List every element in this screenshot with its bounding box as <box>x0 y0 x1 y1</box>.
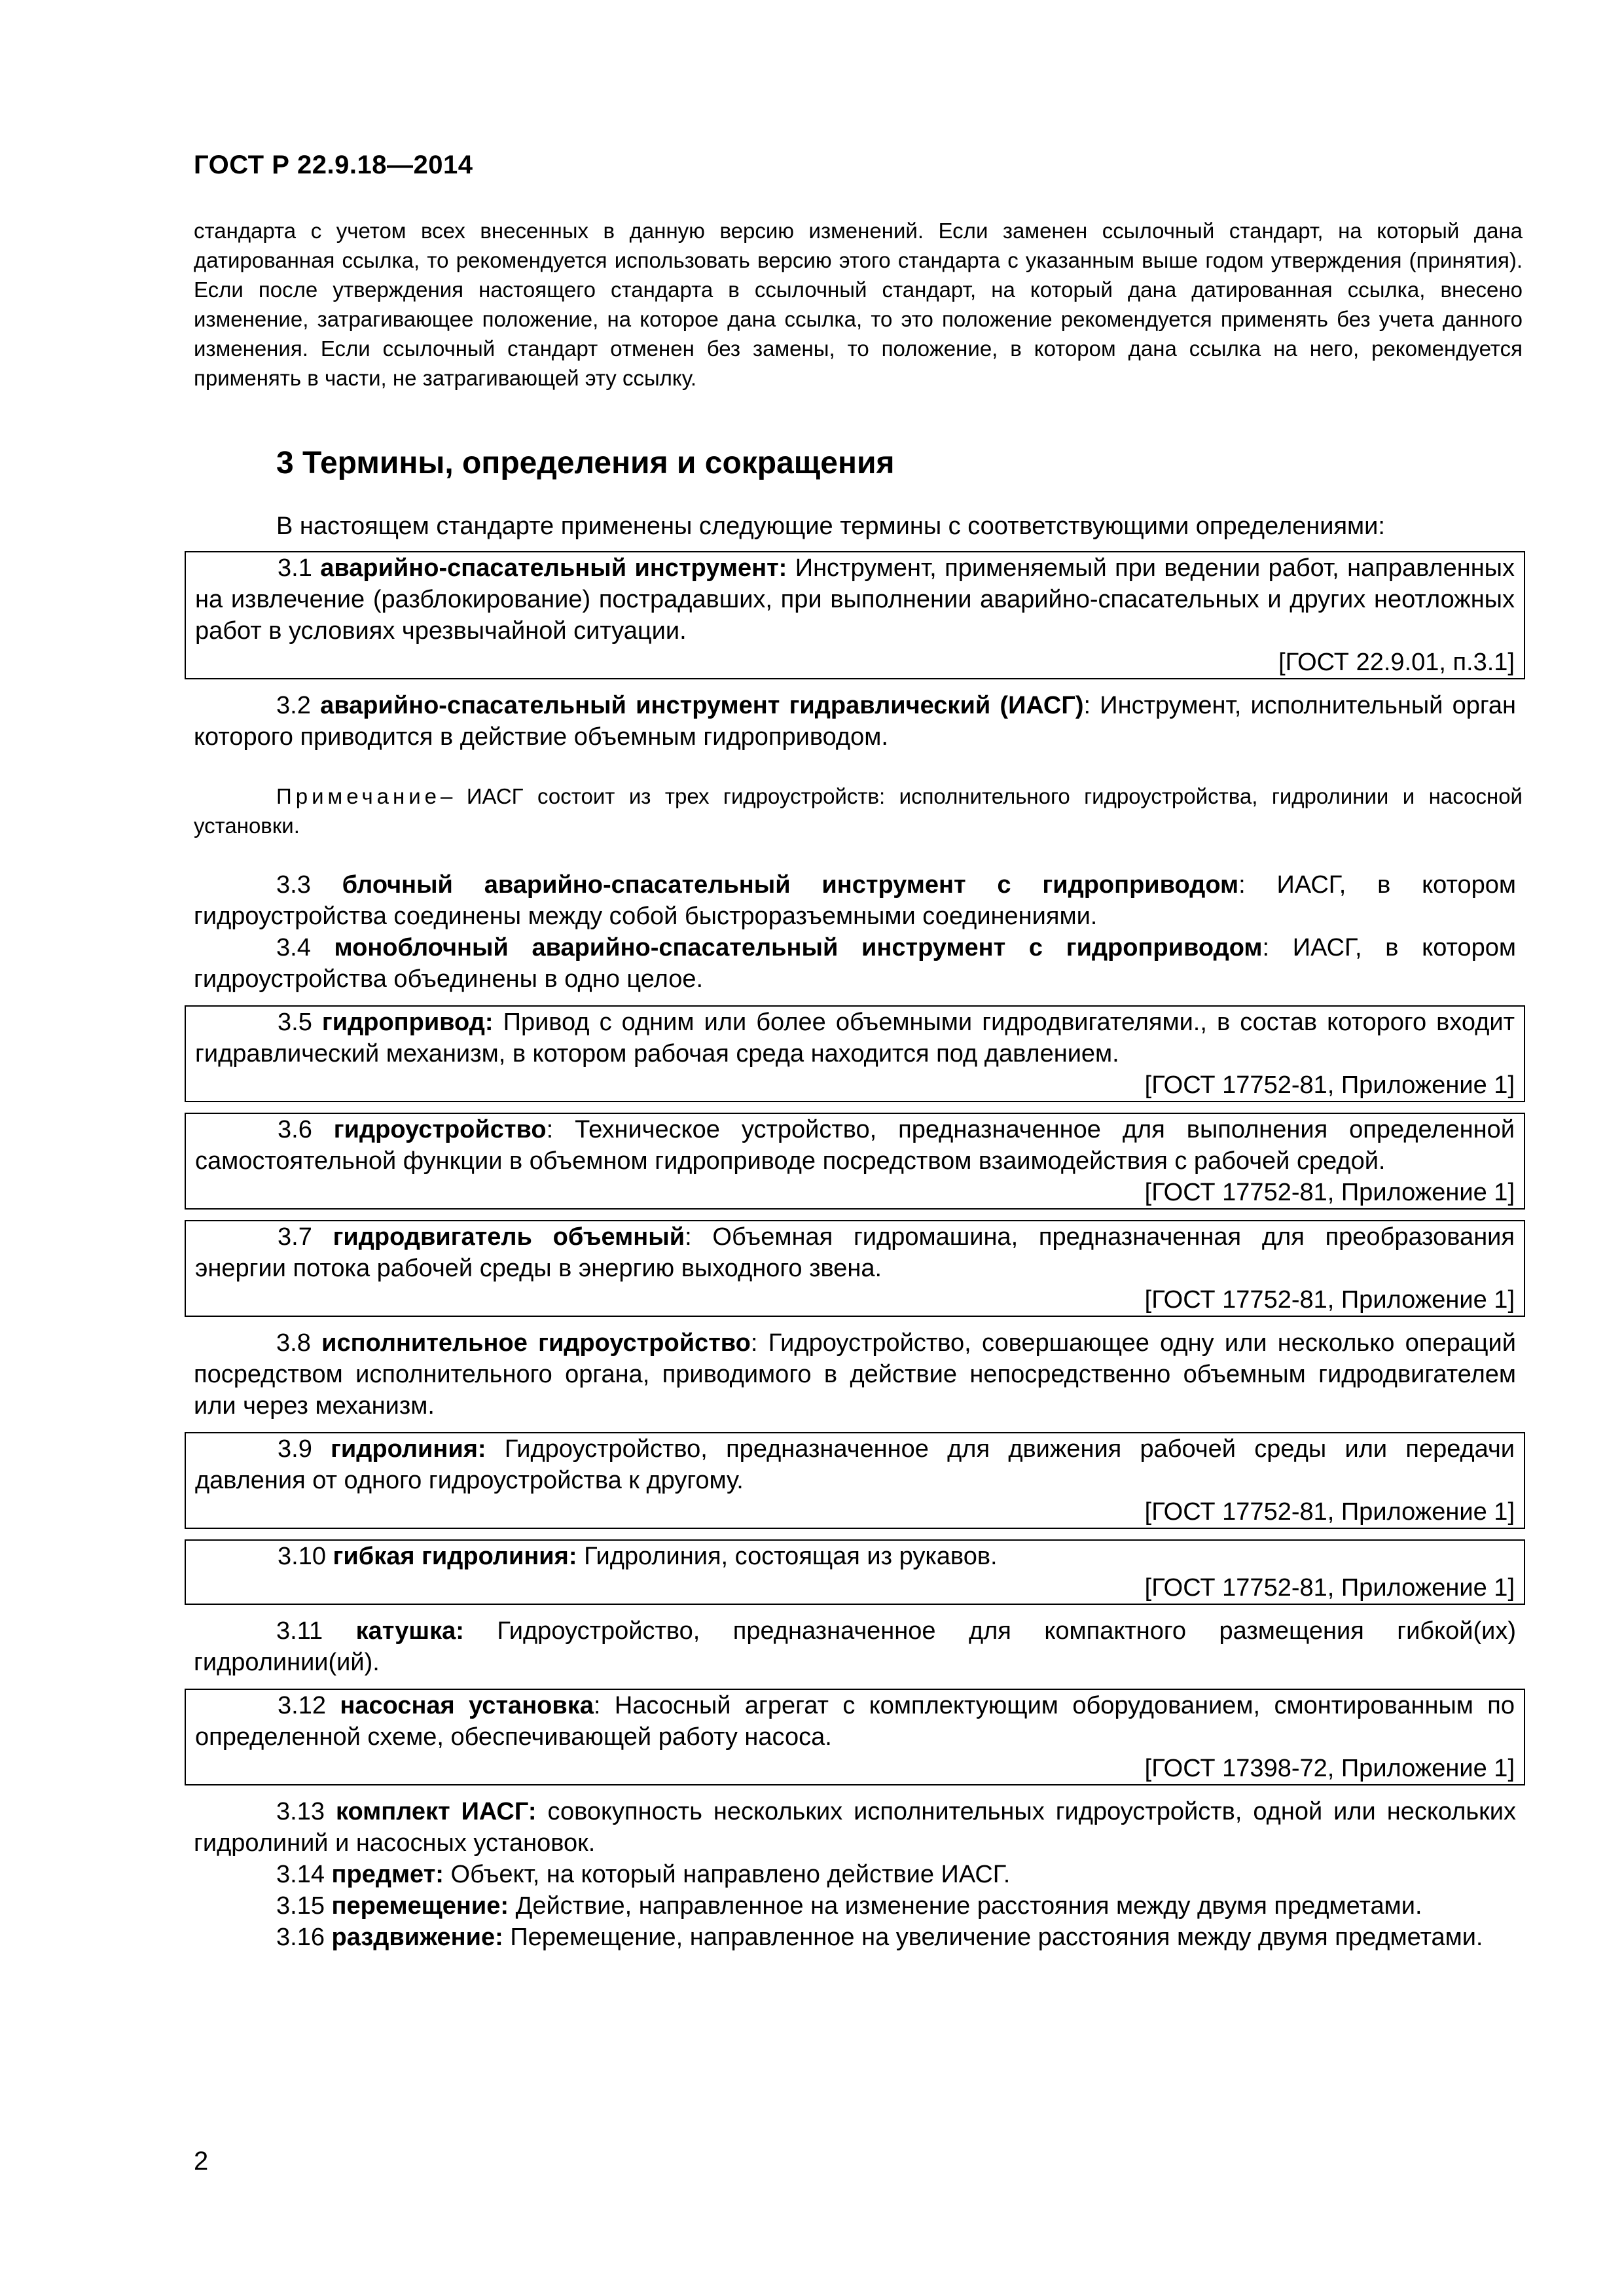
term-name: блочный аварийно-спасательный инструмент с гидроприводом <box>342 871 1239 899</box>
term-definition: : ИАСГ, в котором гидроустройства соединены между собой быстроразъемными соединениями. <box>194 871 1516 930</box>
term-number: 3.4 <box>276 934 311 961</box>
term-name: катушка: <box>355 1617 464 1645</box>
definitions-list <box>194 551 1523 1953</box>
term-definition: совокупность нескольких исполнительных гидроустройств, одной или нескольких гидролиний и насосных установок. <box>194 1798 1517 1857</box>
term-number: 3.16 <box>276 1924 325 1951</box>
term-name: гидроустройство <box>333 1116 547 1143</box>
term-name: предмет: <box>331 1861 444 1888</box>
term-definition: Привод с одним или более объемными гидродвигателями., в состав которого входит гидравлический механизм, в котором рабочая среда находится под давлением. <box>195 1009 1515 1067</box>
term-name: насосная установка <box>340 1692 594 1719</box>
term-3-2 <box>185 690 1525 753</box>
term-3-11 <box>185 1615 1525 1678</box>
term-3-9 <box>185 1432 1525 1529</box>
term-number: 3.13 <box>276 1798 325 1825</box>
term-source: [ГОСТ 17752-81, Приложение 1] <box>1144 1071 1515 1099</box>
term-number: 3.7 <box>278 1223 312 1251</box>
term-number: 3.5 <box>278 1009 312 1036</box>
term-3-15 <box>185 1890 1525 1922</box>
section-lead: В настоящем стандарте применены следующие термины с соответствующими определениями: <box>276 512 1385 540</box>
page-number: 2 <box>194 2147 209 2176</box>
document-header: ГОСТ Р 22.9.18—2014 <box>194 151 473 179</box>
term-number: 3.2 <box>276 692 311 719</box>
term-name: гидролиния: <box>331 1435 486 1463</box>
term-definition: Гидролиния, состоящая из рукавов. <box>584 1543 998 1570</box>
term-definition: : Гидроустройство, совершающее одну или несколько операций посредством исполнительного органа, приводимого в действие непосредственно объемным гидродвигателем или через механизм. <box>194 1329 1517 1420</box>
term-name: раздвижение: <box>331 1924 503 1951</box>
term-name: перемещение: <box>331 1892 509 1920</box>
term-source: [ГОСТ 17752-81, Приложение 1] <box>1144 1286 1515 1314</box>
term-number: 3.12 <box>278 1692 326 1719</box>
intro-paragraph: стандарта с учетом всех внесенных в данную версию изменений. Если заменен ссылочный стандарт, на который дана датированная ссылка, то рекомендуется использовать версию этого стандарта с указанным выше годом утверждения (принятия). Если после утверждения настоящего стандарта в ссылочный стандарт, на который дана датированная ссылка, внесено изменение, затрагивающее положение, на которое дана ссылка, то это положение рекомендуется применять без учета данного изменения. Если ссылочный стандарт отменен без замены, то положение, в котором дана ссылка на него, рекомендуется применять в части, не затрагивающей эту ссылку. <box>194 219 1523 390</box>
term-number: 3.15 <box>276 1892 325 1920</box>
term-name: исполнительное гидроустройство <box>321 1329 751 1357</box>
term-definition: Перемещение, направленное на увеличение расстояния между двумя предметами. <box>510 1924 1483 1951</box>
term-number: 3.9 <box>278 1435 312 1463</box>
term-definition: Гидроустройство, предназначенное для движения рабочей среды или передачи давления от одного гидроустройства к другому. <box>195 1435 1515 1494</box>
term-name: гидродвигатель объемный <box>333 1223 685 1251</box>
term-source: [ГОСТ 22.9.01, п.3.1] <box>1278 649 1515 676</box>
term-name: аварийно-спасательный инструмент гидравлический (ИАСГ) <box>320 692 1084 719</box>
term-number: 3.3 <box>276 871 311 899</box>
section-title: 3 Термины, определения и сокращения <box>276 446 895 480</box>
term-definition: : Инструмент, исполнительный орган которого приводится в действие объемным гидроприводом. <box>194 692 1517 751</box>
term-3-10 <box>185 1539 1525 1605</box>
term-source: [ГОСТ 17752-81, Приложение 1] <box>1144 1574 1515 1602</box>
note <box>194 781 1523 840</box>
term-name: аварийно-спасательный инструмент: <box>320 554 787 582</box>
term-definition: Инструмент, применяемый при ведении работ, направленных на извлечение (разблокирование) пострадавших, при выполнении аварийно-спасательных и других неотложных работ в условиях чрезвычайной ситуации. <box>195 554 1515 645</box>
note-label: Примечание <box>276 784 441 808</box>
term-definition: Действие, направленное на изменение расстояния между двумя предметами. <box>515 1892 1422 1920</box>
term-name: гидропривод: <box>321 1009 494 1036</box>
term-source: [ГОСТ 17398-72, Приложение 1] <box>1144 1755 1515 1782</box>
term-number: 3.10 <box>278 1543 326 1570</box>
term-definition: : Техническое устройство, предназначенное для выполнения определенной самостоятельной функции в объемном гидроприводе посредством взаимодействия с рабочей средой. <box>195 1116 1515 1175</box>
term-3-12 <box>185 1689 1525 1785</box>
term-3-4 <box>185 932 1525 995</box>
term-number: 3.8 <box>276 1329 311 1357</box>
note-text: – ИАСГ состоит из трех гидроустройств: исполнительного гидроустройства, гидролинии и насосной установки. <box>194 784 1523 838</box>
term-number: 3.14 <box>276 1861 325 1888</box>
term-source: [ГОСТ 17752-81, Приложение 1] <box>1144 1179 1515 1206</box>
term-3-8 <box>185 1327 1525 1422</box>
term-3-5 <box>185 1005 1525 1102</box>
term-name: моноблочный аварийно-спасательный инструмент с гидроприводом <box>334 934 1263 961</box>
term-3-16 <box>185 1922 1525 1953</box>
term-source: [ГОСТ 17752-81, Приложение 1] <box>1144 1498 1515 1526</box>
term-definition: : Насосный агрегат с комплектующим оборудованием, смонтированным по определенной схеме, обеспечивающей работу насоса. <box>195 1692 1515 1751</box>
term-definition: Объект, на который направлено действие ИАСГ. <box>450 1861 1011 1888</box>
term-3-14 <box>185 1859 1525 1890</box>
term-number: 3.6 <box>278 1116 312 1143</box>
term-3-6 <box>185 1113 1525 1210</box>
term-definition: Гидроустройство, предназначенное для компактного размещения гибкой(их) гидролинии(ий). <box>194 1617 1517 1676</box>
term-3-7 <box>185 1220 1525 1317</box>
term-definition: : Объемная гидромашина, предназначенная для преобразования энергии потока рабочей среды в энергию выходного звена. <box>195 1223 1515 1282</box>
term-3-3 <box>185 869 1525 932</box>
term-name: гибкая гидролиния: <box>333 1543 577 1570</box>
term-number: 3.1 <box>278 554 312 582</box>
term-name: комплект ИАСГ: <box>335 1798 537 1825</box>
term-3-13 <box>185 1796 1525 1859</box>
term-number: 3.11 <box>276 1617 323 1645</box>
term-definition: : ИАСГ, в котором гидроустройства объединены в одно целое. <box>194 934 1516 993</box>
term-3-1 <box>185 551 1525 679</box>
